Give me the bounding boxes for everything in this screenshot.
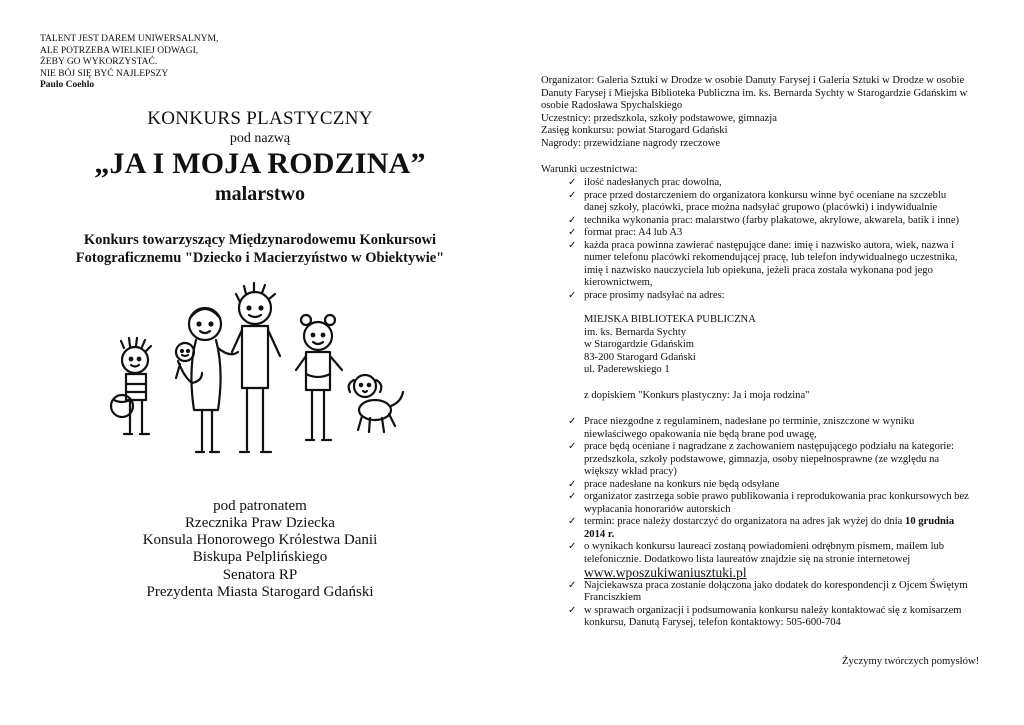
check-icon: ✓ [568,289,577,301]
check-icon: ✓ [568,441,577,452]
rule-item: ✓ Prace niezgodne z regulaminem, nadesłane po terminie, zniszczone w wyniku niewłaściwego opakowania nie będą brane pod uwagę, [568,416,915,440]
patron-item: Rzecznika Praw Dziecka [185,515,335,531]
check-icon: ✓ [568,516,577,527]
check-icon: ✓ [568,227,577,238]
info-line: Organizator: Galeria Sztuki w Drodze w osobie Danuty Farysej i Galeria Sztuki w Drodze w osobie [541,75,965,86]
closing-wish: Życzymy twórczych pomysłów! [842,656,980,667]
check-icon: ✓ [568,177,577,188]
organizer-info [541,75,991,150]
conditions-heading: Warunki uczestnictwa: [541,164,638,175]
baby-figure [176,343,202,383]
patron-item: Biskupa Pelplińskiego [192,549,328,566]
quote-author: Paulo Coehlo [40,80,95,91]
check-icon: ✓ [568,189,577,201]
companion-contest [40,231,480,267]
info-line: osobie Radosława Spychalskiego [541,100,683,111]
condition-item: ✓ ilość nadesłanych prac dowolna, [568,177,722,188]
rules-list [568,416,998,630]
quote-line: ALE POTRZEBA WIELKIEJ ODWAGI, [40,45,199,56]
boy-figure [111,338,151,434]
contest-subtitle: pod nazwą [229,131,291,146]
deadline-year: 2014 r. [584,528,615,540]
condition-item: ✓ prace prosimy nadsyłać na adres: [568,289,725,301]
rule-item: ✓ prace będą oceniane i nagradzane z zachowaniem następującego podziału na kategorie: przedszkola, szkoły podstawowe, gimnazja, osoby niepełnosprawne (ze względu na większy wkład pracy) [568,441,954,477]
address-line: w Starogardzie Gdańskim [584,339,695,350]
rule-item: ✓ prace nadesłane na konkurs nie będą odsyłane [568,478,780,490]
mailing-address [584,314,756,377]
address-line: 83-200 Starogard Gdański [584,351,696,363]
results-item: ✓ o wynikach konkursu laureaci zostaną powiadomieni odrębnym pismem, mailem lub telefonicznie. Dodatkowo lista laureatów znajdzie się na stronie internetowej www.wposzukiwaniusztuki.pl [568,541,998,580]
companion-line: Fotograficznemu "Dziecko i Macierzyństwo w Obiektywie" [75,250,445,266]
deadline-item: ✓ termin: prace należy dostarczyć do organizatora na adres jak wyżej do dnia 10 grudnia 2014 r. [568,516,998,541]
condition-item: ✓ każda praca powinna zawierać następujące dane: imię i nazwisko autora, wiek, nazwa i numer telefonu placówki rekomendującej pracę, lub telefon indywidualnego uczestnika, imię i nazwisko nauczyciela lub opiekuna, jeżeli praca została wykonana pod jego kierownictwem, [568,239,958,288]
quote-line: ŻEBY GO WYKORZYSTAĆ. [40,57,158,68]
info-line: Zasięg konkursu: powiat Starogard Gdański [541,125,728,136]
patron-item: Konsula Honorowego Królestwa Danii [142,532,378,549]
dog-figure [349,375,403,432]
check-icon: ✓ [568,478,577,490]
family-drawing-illustration [100,278,420,468]
deadline-date: 10 grudnia [905,516,955,527]
address-line: MIEJSKA BIBLIOTEKA PUBLICZNA [584,314,756,325]
companion-line: Konkurs towarzyszący Międzynarodowemu Konkursowi [83,232,437,248]
check-icon: ✓ [568,579,577,591]
patron-item: Senatora RP [222,566,298,583]
quote-line: NIE BÓJ SIĘ BYĆ NAJLEPSZY [40,68,169,79]
address-line: im. ks. Bernarda Sychty [584,326,687,338]
check-icon: ✓ [568,239,577,251]
mother-figure [189,308,238,452]
info-line: Nagrody: przewidziane nagrody rzeczowe [541,137,721,149]
quote-line: TALENT JEST DAREM UNIWERSALNYM, [40,34,219,44]
address-line: ul. Paderewskiego 1 [584,364,670,375]
address-note: z dopiskiem "Konkurs plastyczny: Ja i moja rodzina" [584,390,810,401]
rule-item: ✓ w sprawach organizacji i podsumowania konkursu należy kontaktować się z komisarzem konkursu, Danutą Farysej, telefon kontaktowy: 505-600-704 [568,604,962,628]
conditions-list [568,177,998,302]
father-figure [232,283,280,452]
info-line: Uczestnicy: przedszkola, szkoły podstawowe, gimnazja [541,112,777,124]
rule-item: ✓ Najciekawsza praca zostanie dołączona jako dodatek do korespondencji z Ojcem Świętym Franciszkiem [568,579,968,603]
condition-item: ✓ prace przed dostarczeniem do organizatora konkursu winne być oceniane na szczeblu danej szkoły, placówki, prace można nadsyłać grupowo (placówki) i indywidualnie [568,189,947,213]
patrons-list [40,515,480,601]
condition-item: ✓ technika wykonania prac: malarstwo (farby plakatowe, akrylowe, akwarela, batik i inne) [568,214,960,226]
rule-item: ✓ organizator zastrzega sobie prawo publikowania i reprodukowania prac konkursowych bez wypłacania honorariów autorskich [568,491,969,515]
patronage-heading: pod patronatem [213,498,307,514]
patron-item: Prezydenta Miasta Starogard Gdański [146,583,374,600]
check-icon: ✓ [568,541,577,552]
check-icon: ✓ [568,214,577,226]
check-icon: ✓ [568,604,577,616]
website-link[interactable]: www.wposzukiwaniusztuki.pl [584,565,747,580]
contest-name: „JA I MOJA RODZINA” [94,147,426,180]
motto-quote [40,34,218,92]
girl-figure [296,315,342,440]
condition-item: ✓ format prac: A4 lub A3 [568,227,683,238]
info-line: Danuty Farysej i Miejska Biblioteka Publiczna im. ks. Bernarda Sychty w Starogardzie Gdańskim w [541,87,968,99]
contest-category: malarstwo [215,183,305,205]
check-icon: ✓ [568,416,577,427]
check-icon: ✓ [568,491,577,502]
contest-title: KONKURS PLASTYCZNY [147,108,373,129]
